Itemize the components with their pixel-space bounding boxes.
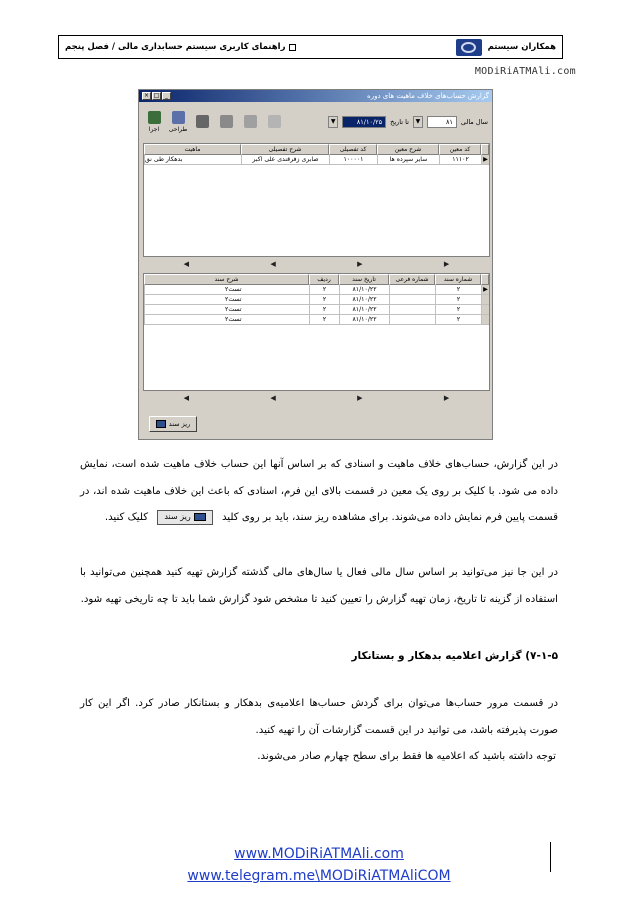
cell-title: سایر سپرده ها [377,155,439,165]
cell-row: ۲ [309,295,339,305]
cell-doc-desc: تست۲ [144,295,309,305]
footer-website-link[interactable]: www.MODiRiATMAli.com [234,846,404,862]
nav-prev-icon[interactable]: ◀ [270,394,276,402]
design-button[interactable] [167,111,189,133]
accounts-grid-header [144,144,489,155]
paragraph-3-text: در قسمت مرور حساب‌ها می‌توان برای گردش حساب‌ها اعلامیه‌ی بدهکار و بستانکار صادر کرد. اگر این کار صورت پذیرفته باشد، می توانید در این قسمت گزارشات آن را تهیه کنید. [80,698,558,736]
cell-nature: بدهکار طی نق [144,155,241,165]
col-header-doc-date[interactable]: تاریخ سند [339,274,389,285]
col-header-detail-title[interactable]: شرح تفصیلی [241,144,329,155]
cell-doc-desc: تست۲ [144,285,309,295]
row-selector [481,295,489,305]
document-icon [156,420,166,428]
page-header [58,35,563,59]
tool-button-4[interactable] [215,115,237,130]
toolbar-icon-5 [244,115,257,128]
run-icon [148,111,161,124]
to-date-input[interactable]: ۸۱/۱۰/۲۵ [342,116,386,128]
run-label: اجرا [148,126,160,133]
document-icon [194,513,206,521]
cell-doc-no: ۲ [435,305,481,315]
fiscal-year-label: سال مالی [460,118,488,126]
cell-row: ۲ [309,305,339,315]
header-site-url: MODiRiATMAli.com [474,66,576,77]
col-header-detail-code[interactable]: کد تفصیلی [329,144,377,155]
col-header-doc-desc[interactable]: شرح سند [144,274,309,285]
cell-sub-no [389,315,435,325]
col-header-nature[interactable]: ماهیت [144,144,241,155]
footer-telegram-link[interactable]: www.telegram.me\MODiRiATMAliCOM [187,868,451,884]
cell-doc-date: ۸۱/۱۰/۲۲ [339,285,389,295]
row-selector-icon: ▶ [481,155,489,165]
section-heading: ۷-۱-۵) گزارش اعلامیه بدهکار و بستانکار [351,650,558,662]
cell-doc-date: ۸۱/۱۰/۲۲ [339,315,389,325]
window-toolbar [139,102,492,142]
window-minimize-button[interactable]: _ [162,92,171,100]
nav-first-icon[interactable]: ◀ [183,260,190,268]
toolbar-icon-6 [268,115,281,128]
to-date-label: تا تاریخ [390,118,409,126]
row-selector-header [481,144,489,155]
cell-code: ۱۱۱۰۲ [439,155,481,165]
accounts-grid [143,143,490,257]
window-title: گزارش حساب‌های خلاف ماهیت های دوره [367,92,489,100]
row-selector [481,315,489,325]
cell-detail-code: ۱۰۰۰۰۱ [329,155,377,165]
fiscal-year-select[interactable]: ۸۱ [427,116,457,128]
table-row[interactable] [144,305,489,315]
window-titlebar [139,90,492,102]
row-selector-header [481,274,489,285]
cell-sub-no [389,305,435,315]
inline-doc-detail-button [157,510,212,525]
window-close-button[interactable]: × [143,92,150,99]
accounts-grid-scrollbar[interactable] [143,258,490,270]
nav-next-icon[interactable]: ▶ [357,260,363,268]
documents-grid-header [144,274,489,285]
paragraph-1-text: در این گزارش، حساب‌های خلاف ماهیت و اسنادی که بر اساس آنها این حساب خلاف ماهیت شده است، نمایش داده می شود. با کلیک بر روی یک معین در قسمت بالای این فرم، اسنادی که باعث این خلاف ماهیت شده اند، در قسمت پایین فرم نمایش داده می‌شوند. برای مشاهده ریز سند، باید بر روی کلید [80,459,558,523]
inline-doc-detail-label: ریز سند [164,511,191,521]
col-header-sub-no[interactable]: شماره فرعی [389,274,435,285]
paragraph-1-tail: کلیک کنید. [104,512,149,523]
header-brand: همکاران سیستم [487,42,556,52]
cell-row: ۲ [309,285,339,295]
row-selector [481,305,489,315]
documents-grid-scrollbar[interactable] [143,392,490,404]
col-header-code[interactable]: کد معین [439,144,481,155]
paragraph-date-options: در این جا نیز می‌توانید بر اساس سال مالی فعال یا سال‌های مالی گذشته گزارش تهیه کنید همچنین می‌توانید با استفاده از گزینه تا تاریخ، زمان تهیه گزارش را تعیین کنید تا مشخص شود گزارش شما باید تا چه تاریخی تهیه شود. [80,567,558,605]
cell-doc-date: ۸۱/۱۰/۲۲ [339,295,389,305]
doc-detail-label: ریز سند [168,420,191,428]
fiscal-year-dropdown-icon[interactable]: ▼ [413,116,423,128]
header-brand-group [456,39,556,56]
filters-bar [328,116,488,128]
nav-last-icon[interactable]: ▶ [443,260,450,268]
cell-doc-no: ۲ [435,285,481,295]
header-book-title-group [65,42,296,52]
window-controls [142,92,171,100]
cell-sub-no [389,285,435,295]
toolbar-icon-4 [220,115,233,128]
nav-next-icon[interactable]: ▶ [357,394,363,402]
nav-last-icon[interactable]: ▶ [443,394,450,402]
square-bullet-icon [289,44,296,51]
cell-doc-no: ۲ [435,315,481,325]
paragraph-report-description [80,452,558,532]
col-header-doc-no[interactable]: شماره سند [435,274,481,285]
cell-row: ۲ [309,315,339,325]
cell-doc-date: ۸۱/۱۰/۲۲ [339,305,389,315]
cell-doc-no: ۲ [435,295,481,305]
doc-detail-button[interactable] [149,416,197,432]
company-logo-icon [456,39,482,56]
tool-button-5[interactable] [239,115,261,130]
table-row[interactable] [144,295,489,305]
cell-detail-title: صابری زفرقندی علی اکبر [241,155,329,165]
table-row[interactable] [144,285,489,295]
paragraph-4-text: توجه داشته باشید که اعلامیه ها فقط برای سطح چهارم صادر می‌شوند. [257,751,556,762]
header-book-title: راهنمای کاربری سیستم حسابداری مالی / فصل پنجم [65,42,286,52]
documents-grid [143,273,490,391]
row-selector-icon: ▶ [481,285,489,295]
col-header-row[interactable]: ردیف [309,274,339,285]
tool-button-6[interactable] [263,115,285,130]
cell-sub-no [389,295,435,305]
window-maximize-button[interactable]: □ [153,92,160,99]
run-button[interactable] [143,111,165,133]
printer-icon [196,115,209,128]
cell-doc-desc: تست۲ [144,315,309,325]
to-date-dropdown-icon[interactable]: ▼ [328,116,338,128]
print-button[interactable] [191,115,213,130]
paragraph-announcements [80,691,558,771]
cell-doc-desc: تست۲ [144,305,309,315]
report-window [138,89,493,440]
design-icon [172,111,185,124]
col-header-title[interactable]: شرح معین [377,144,439,155]
table-row[interactable] [144,315,489,325]
table-row[interactable] [144,155,489,165]
design-label: طراحی [168,126,188,133]
nav-prev-icon[interactable]: ◀ [270,260,276,268]
nav-first-icon[interactable]: ◀ [183,394,190,402]
